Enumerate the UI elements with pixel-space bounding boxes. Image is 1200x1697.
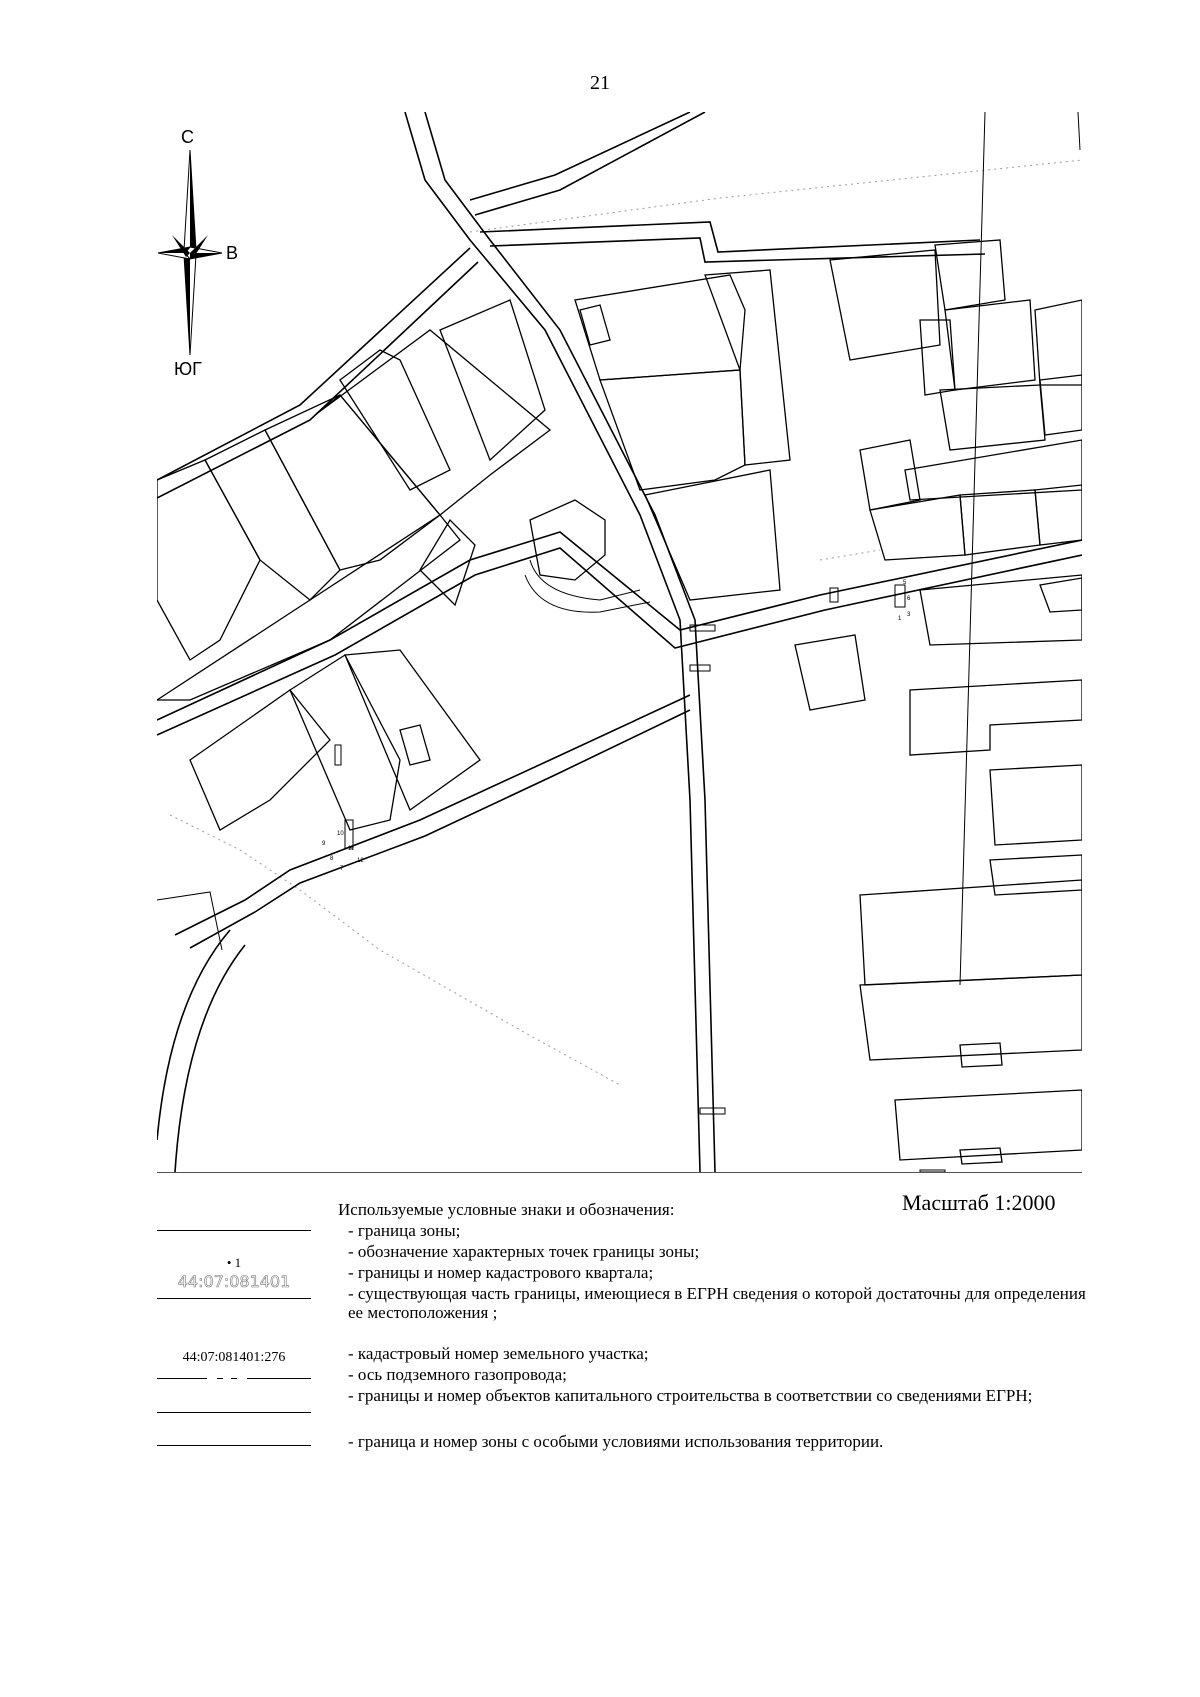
legend-text-zone-boundary: - граница зоны; <box>348 1221 461 1240</box>
road-curve <box>175 945 245 1172</box>
boundary-point-labels <box>322 580 911 872</box>
svg-text:10: 10 <box>337 831 344 837</box>
boundary-markers <box>335 585 945 1172</box>
compass-north-label: С <box>181 127 194 147</box>
svg-text:12: 12 <box>357 858 364 864</box>
dashed-zone-line <box>820 550 880 560</box>
legend-symbol-gas-pipeline <box>157 1378 311 1379</box>
svg-text:8: 8 <box>330 856 334 862</box>
compass-rose <box>158 127 238 379</box>
legend-symbol-capital-objects <box>157 1412 311 1413</box>
legend-title: Используемые условные знаки и обозначения: <box>338 1200 675 1219</box>
page-number: 21 <box>590 72 610 94</box>
svg-text:1: 1 <box>898 616 902 622</box>
road-curve <box>157 930 230 1140</box>
legend-text-zone-points: - обозначение характерных точек границы зоны; <box>348 1242 700 1261</box>
land-parcels <box>157 240 1082 1164</box>
legend-symbol-existing-boundary <box>157 1298 311 1299</box>
cadastral-map[interactable] <box>157 112 1082 1172</box>
legend-symbol-cadastral-quarter: 44:07:081401 <box>177 1272 291 1291</box>
legend-symbol-zone-boundary <box>157 1230 311 1231</box>
legend-text-capital-objects: - границы и номер объектов капитального строительства в соответствии со сведениями ЕГРН; <box>348 1386 1033 1405</box>
legend-text-existing-boundary: - существующая часть границы, имеющиеся в ЕГРН сведения о которой достаточны для определения ее местоположения ; <box>348 1284 1086 1322</box>
svg-text:9: 9 <box>322 841 326 847</box>
legend-symbol-special-zone <box>157 1445 311 1446</box>
parcel-edge <box>157 892 222 950</box>
svg-text:5: 5 <box>903 580 907 586</box>
svg-text:11: 11 <box>348 846 355 852</box>
scale-label: Масштаб 1:2000 <box>902 1190 1056 1215</box>
compass-south-label: ЮГ <box>174 359 202 379</box>
svg-text:3: 3 <box>907 612 911 618</box>
compass-east-label: В <box>226 243 239 263</box>
road-network <box>157 112 1082 1172</box>
legend-symbol-zone-point: • 1 <box>226 1255 242 1270</box>
dashed-zone-line <box>470 160 1082 232</box>
legend-text-gas-pipeline: - ось подземного газопровода; <box>348 1365 567 1384</box>
legend-text-parcel-number: - кадастровый номер земельного участка; <box>348 1344 649 1363</box>
legend-text-special-zone: - граница и номер зоны с особыми условиями использования территории. <box>348 1432 884 1451</box>
legend-symbol-parcel-number: 44:07:081401:276 <box>182 1350 286 1365</box>
dashed-zone-line <box>170 815 620 1085</box>
legend-text-cadastral-quarter: - границы и номер кадастрового квартала; <box>348 1263 654 1282</box>
map-frame-bottom <box>157 1172 1082 1173</box>
svg-text:6: 6 <box>907 596 911 602</box>
svg-text:7: 7 <box>340 866 344 872</box>
straight-line <box>1078 112 1080 150</box>
